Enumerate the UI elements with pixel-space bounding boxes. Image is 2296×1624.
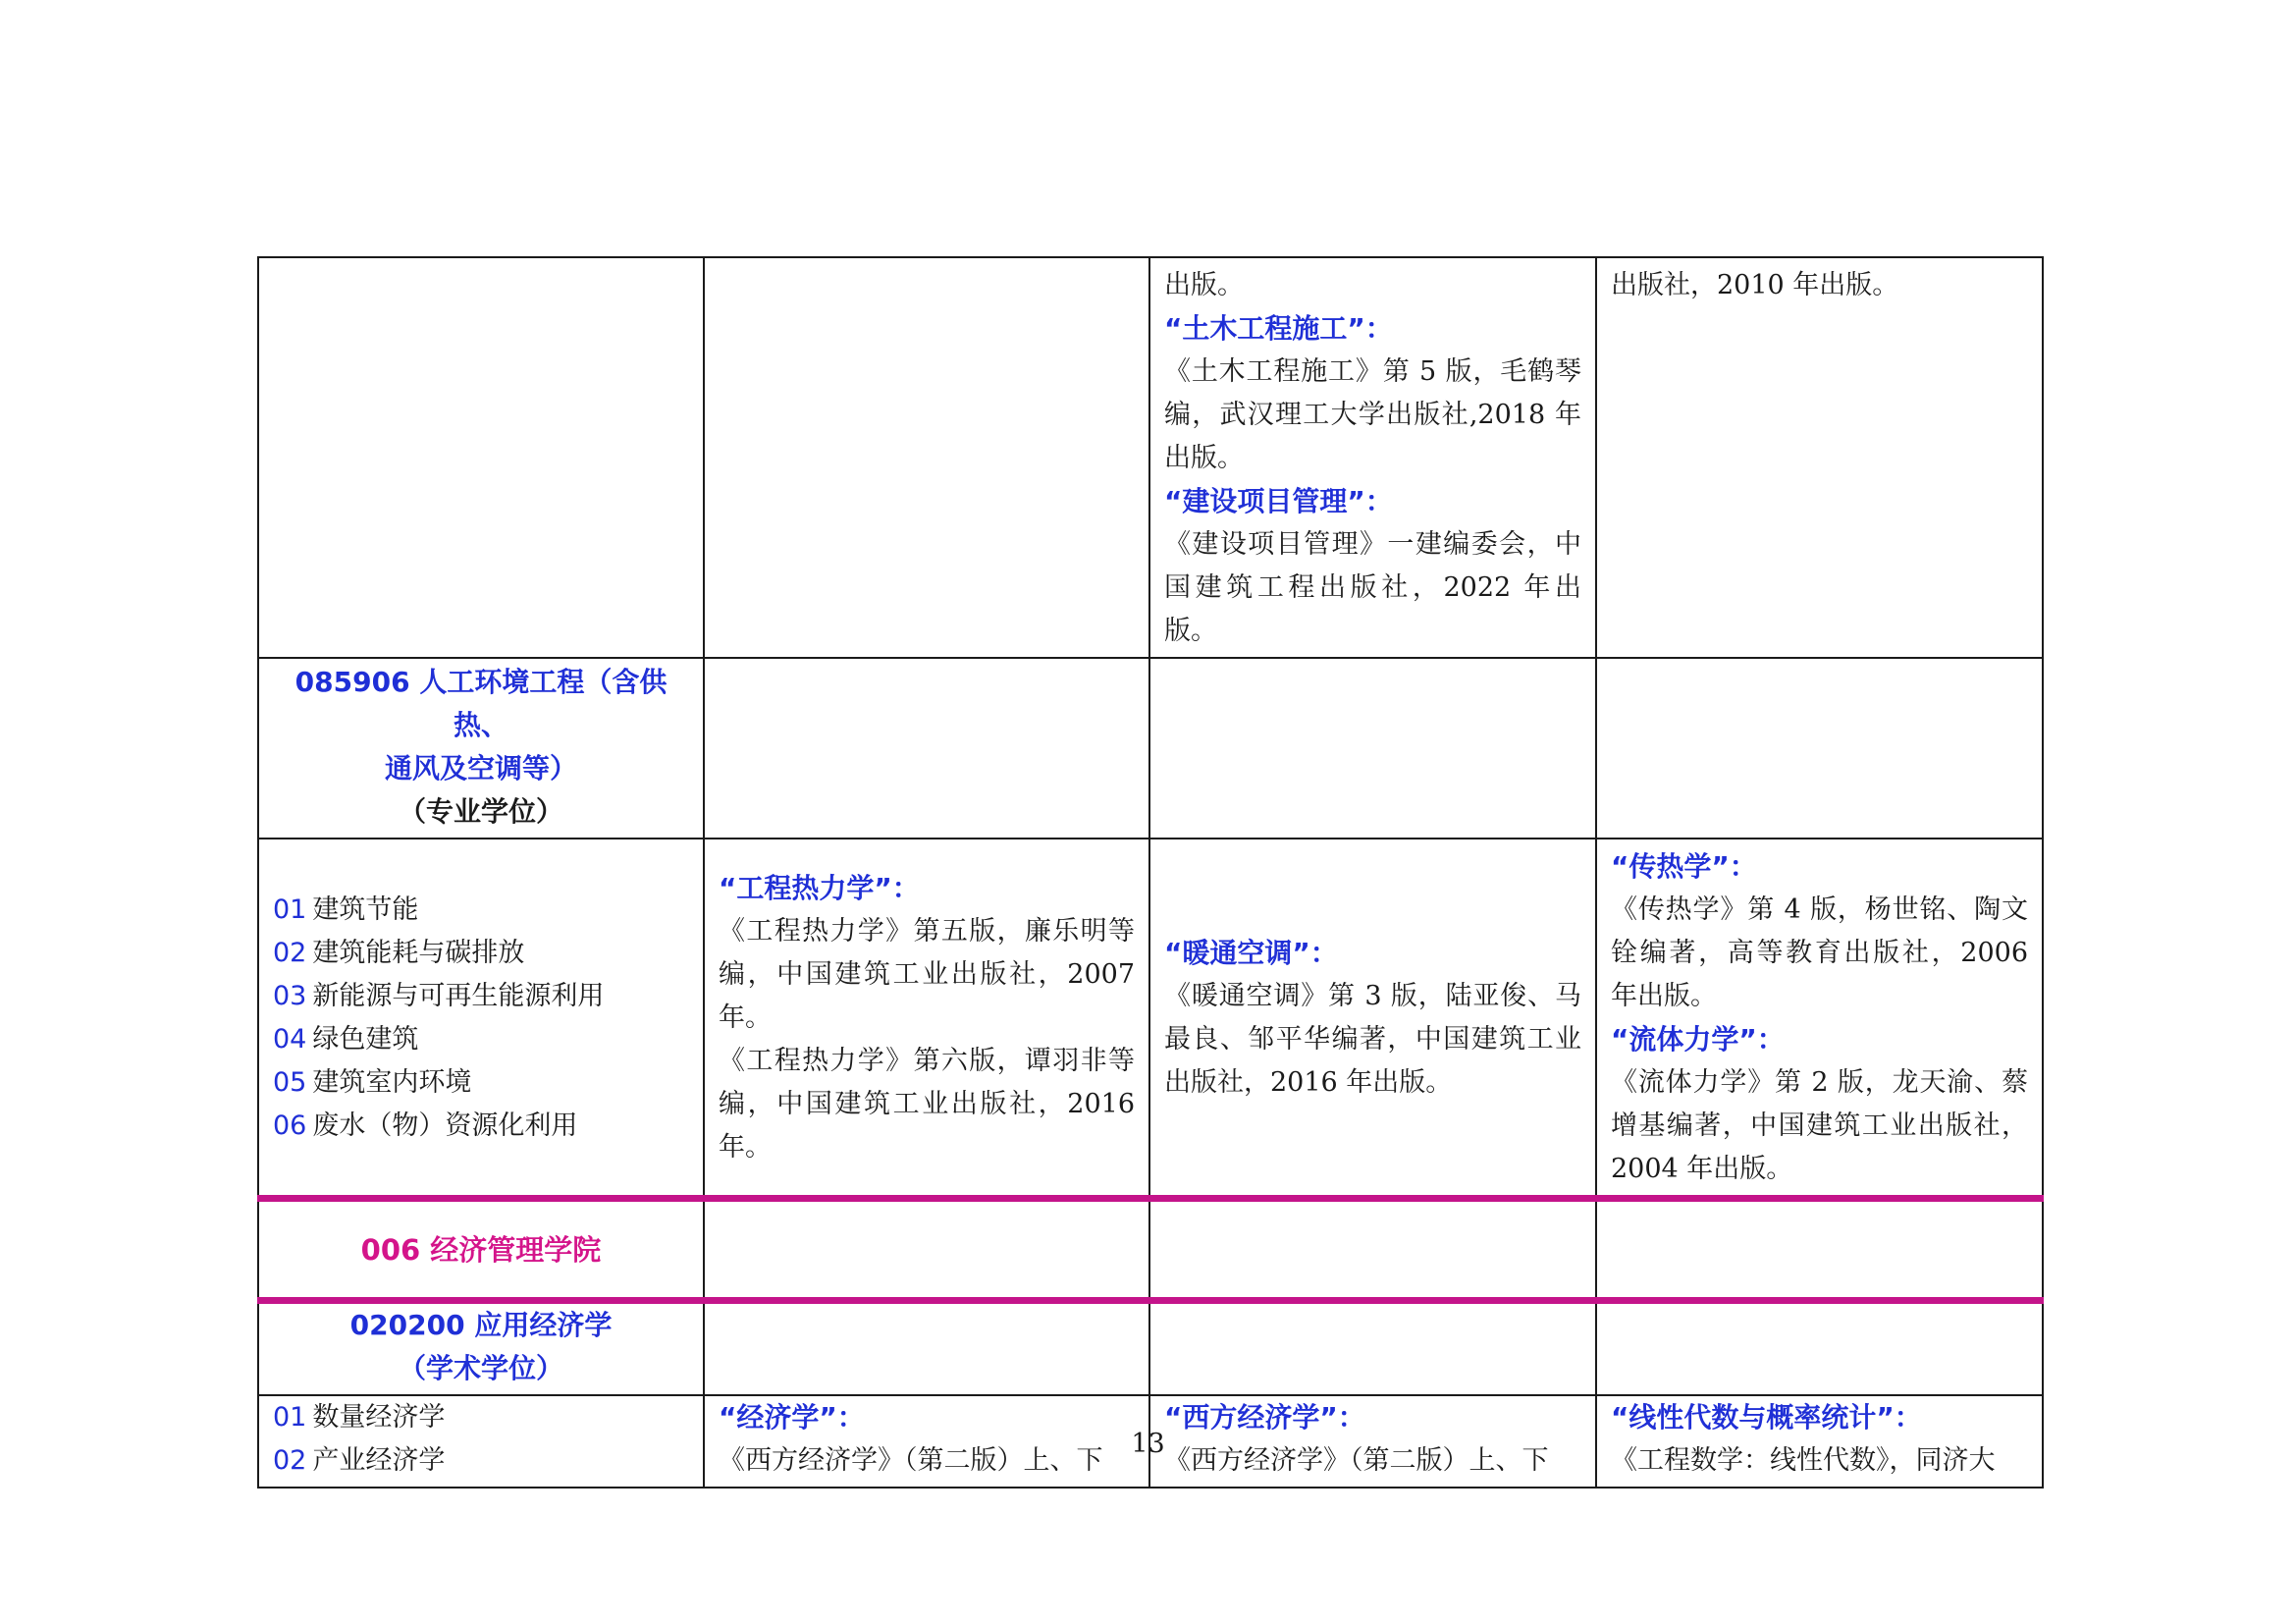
direction-name: 产业经济学 [312,1445,446,1476]
reference-books-cell [1149,839,1596,1199]
table-row [258,1199,2043,1301]
table-cell-empty [258,257,704,658]
book-reference: 《暖通空调》第 3 版，陆亚俊、马最良、邹平华编著，中国建筑工业出版社，2016 年出版。 [1164,981,1581,1098]
reference-books-cell [1596,257,2043,658]
table-cell-empty [704,257,1149,658]
book-heading: “西方经济学”： [1164,1401,1365,1434]
research-direction-item [273,889,689,932]
degree-type: （学术学位） [398,1352,563,1384]
research-directions-cell [258,839,704,1199]
table-cell-empty [704,1199,1149,1301]
research-direction-item [273,932,689,975]
book-reference: 《传热学》第 4 版，杨世铭、陶文铨编著，高等教育出版社，2006 年出版。 [1611,894,2028,1011]
table-cell-empty [1149,1199,1596,1301]
table-row [258,257,2043,658]
direction-name: 废水（物）资源化利用 [312,1110,578,1141]
direction-name: 绿色建筑 [312,1024,419,1055]
research-directions-list [273,889,689,1148]
direction-code: 02 [273,1445,307,1476]
book-reference: 《流体力学》第 2 版，龙天渝、蔡增基编著，中国建筑工业出版社，2004 年出版。 [1611,1067,2028,1184]
direction-name: 建筑能耗与碳排放 [312,938,525,968]
direction-code: 02 [273,938,307,968]
book-reference: 《西方经济学》（第二版）上、下 [719,1445,1103,1476]
book-heading: “暖通空调”： [1164,937,1338,969]
direction-name: 建筑室内环境 [312,1067,472,1098]
book-heading: “建设项目管理”： [1164,485,1393,517]
book-heading: “经济学”： [719,1401,865,1434]
reference-books-cell [1596,839,2043,1199]
book-reference: 《土木工程施工》第 5 版，毛鹤琴编，武汉理工大学出版社,2018 年出版。 [1164,356,1581,473]
table-cell-empty [704,1301,1149,1396]
reference-books-cell [1149,257,1596,658]
major-title: 085906 人工环境工程（含供热、 [294,666,667,741]
table-cell-empty [1596,1301,2043,1396]
research-direction-item [273,975,689,1018]
direction-code: 05 [273,1067,307,1098]
research-direction-item [273,1018,689,1061]
reference-books-cell [704,839,1149,1199]
book-reference: 《建设项目管理》一建编委会，中国建筑工程出版社，2022 年出版。 [1164,529,1581,646]
table-cell-empty [1596,658,2043,839]
table-row [258,1301,2043,1396]
degree-type: （专业学位） [398,795,563,828]
research-direction-item [273,1105,689,1148]
table-row [258,839,2043,1199]
direction-code: 01 [273,894,307,925]
continued-text: 出版社，2010 年出版。 [1611,270,1899,300]
book-heading: “流体力学”： [1611,1023,1785,1056]
research-direction-item [273,1061,689,1105]
direction-code: 01 [273,1402,307,1433]
table-row [258,658,2043,839]
college-cell [258,1199,704,1301]
direction-name: 新能源与可再生能源利用 [312,981,605,1011]
book-heading: “线性代数与概率统计”： [1611,1401,1922,1434]
major-cell [258,658,704,839]
book-reference: 《西方经济学》（第二版）上、下 [1164,1445,1549,1476]
direction-code: 06 [273,1110,307,1141]
book-reference: 《工程数学：线性代数》，同济大 [1611,1445,1996,1476]
college-title: 006 经济管理学院 [360,1232,602,1267]
book-heading: “传热学”： [1611,850,1757,883]
book-heading: “工程热力学”： [719,872,920,904]
major-title: 020200 应用经济学 [349,1309,613,1341]
continued-text: 出版。 [1164,270,1244,300]
table-cell-empty [1149,1301,1596,1396]
book-reference: 《工程热力学》第五版，廉乐明等编，中国建筑工业出版社，2007 年。 [719,916,1135,1033]
major-cell [258,1301,704,1396]
book-reference: 《工程热力学》第六版，谭羽非等编，中国建筑工业出版社，2016 年。 [719,1046,1135,1163]
direction-code: 04 [273,1024,307,1055]
page-number: 13 [1131,1429,1165,1459]
table-cell-empty [704,658,1149,839]
book-heading: “土木工程施工”： [1164,312,1393,345]
major-title-cont: 通风及空调等） [384,752,577,785]
table-cell-empty [1596,1199,2043,1301]
exam-reference-table [257,256,2044,1489]
direction-name: 数量经济学 [312,1402,446,1433]
direction-code: 03 [273,981,307,1011]
table-cell-empty [1149,658,1596,839]
direction-name: 建筑节能 [312,894,419,925]
